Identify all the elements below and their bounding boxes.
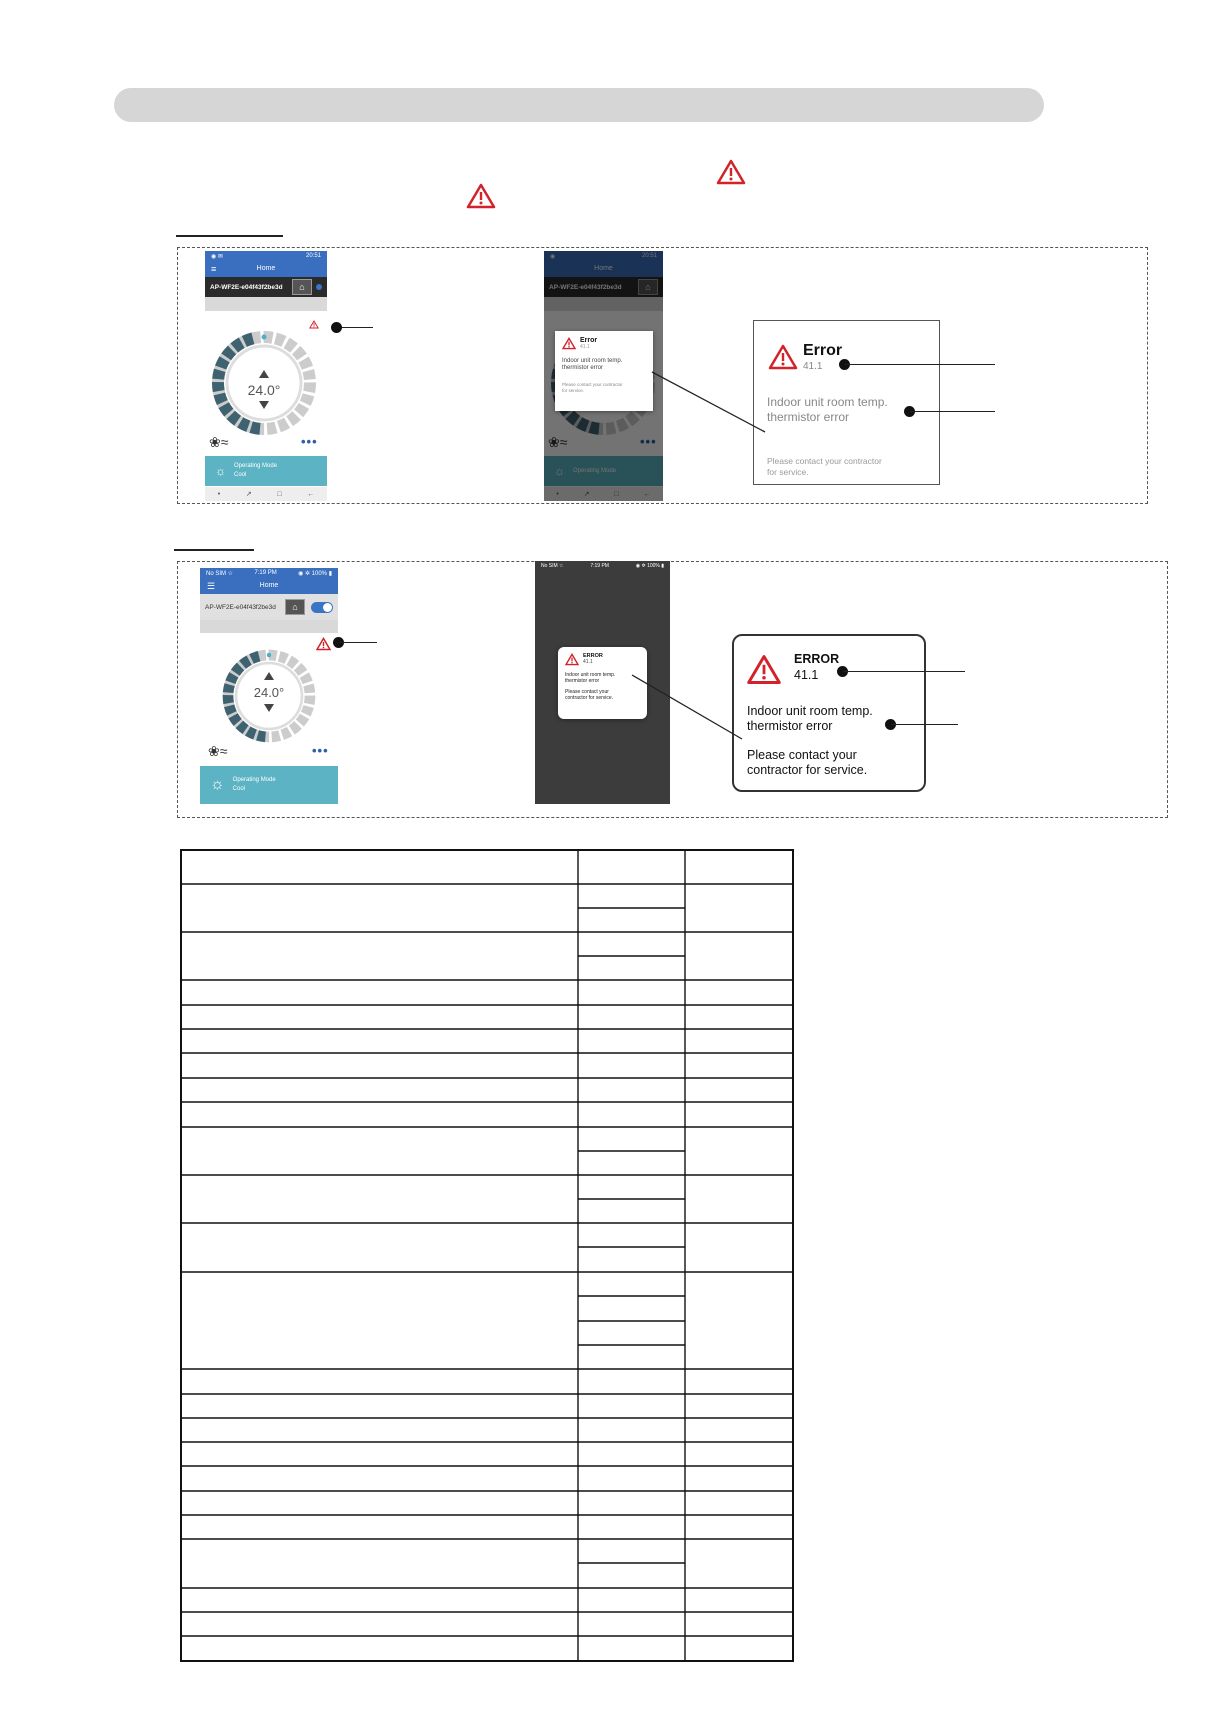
callout-line xyxy=(843,671,965,672)
page-title: Home xyxy=(256,265,276,272)
temperature-value: 24.0° xyxy=(247,382,281,398)
sun-icon: ☼ xyxy=(210,776,225,793)
connector-line xyxy=(650,370,770,435)
more-icon[interactable]: ••• xyxy=(312,743,329,758)
power-toggle[interactable] xyxy=(316,284,322,290)
device-bar xyxy=(205,277,327,297)
battery: ◉ ✲ 100% ▮ xyxy=(635,563,664,569)
page-title: Home xyxy=(259,582,279,589)
android-nav-bar xyxy=(205,487,327,501)
status-bar xyxy=(205,251,327,261)
status-time: 20:51 xyxy=(305,253,321,259)
popup-contact: Please contact your contractor for service. xyxy=(565,689,614,701)
nav-recent-icon[interactable]: ↗ xyxy=(245,491,252,498)
operating-mode-bar[interactable] xyxy=(205,456,327,486)
device-name: AP-WF2E-e04f43f2be3d xyxy=(210,283,283,291)
more-icon[interactable]: ••• xyxy=(301,434,318,449)
popup-code: 41.1 xyxy=(583,659,593,665)
callout-line xyxy=(845,364,995,365)
zoom-message-1: Indoor unit room temp. xyxy=(767,395,888,409)
carrier: No SIM ☆ xyxy=(206,570,234,577)
temp-up-icon[interactable] xyxy=(259,370,269,378)
callout-line xyxy=(339,642,377,643)
fan-icon[interactable]: ❀≈ xyxy=(208,743,228,759)
zoom-contact-2: contractor for service. xyxy=(747,763,868,777)
app-title-bar xyxy=(205,261,327,277)
status-time: 7:19 PM xyxy=(254,570,277,576)
sun-icon: ☼ xyxy=(215,464,226,478)
fan-icon[interactable]: ❀≈ xyxy=(209,434,229,450)
zoom-contact-1: Please contact your contractor xyxy=(767,456,882,466)
popup-title: ERROR xyxy=(583,653,603,659)
menu-icon[interactable]: ≡ xyxy=(211,264,217,274)
popup-title: Error xyxy=(580,337,598,344)
house-icon[interactable]: ⌂ xyxy=(292,279,312,295)
connector-line xyxy=(630,673,750,741)
grey-strip xyxy=(200,620,338,633)
temp-down-icon[interactable] xyxy=(259,401,269,409)
app-title-bar xyxy=(200,578,338,594)
zoom-title: Error xyxy=(803,342,843,359)
nav-dot-icon[interactable]: • xyxy=(217,490,221,498)
mode-label: Operating Mode xyxy=(234,463,278,469)
status-bar xyxy=(200,568,338,578)
carrier: No SIM ☆ xyxy=(541,563,564,569)
popup-contact: Please contact your contractor for service. xyxy=(562,382,623,393)
status-bar xyxy=(535,561,670,571)
zoom-code: 41.1 xyxy=(803,361,823,372)
status-time: 7:19 PM xyxy=(590,563,609,569)
android-phone-error xyxy=(544,251,663,501)
android-error-zoom xyxy=(753,320,940,485)
android-phone-home xyxy=(205,251,327,501)
temperature-value: 24.0° xyxy=(253,685,285,700)
grey-strip xyxy=(205,297,327,311)
temp-up-icon[interactable] xyxy=(264,672,274,680)
zoom-contact-1: Please contact your xyxy=(747,748,857,762)
mode-label: Operating Mode xyxy=(232,777,276,783)
warning-icon xyxy=(746,653,782,686)
zoom-contact-2: for service. xyxy=(767,467,809,477)
warning-icon xyxy=(565,653,579,666)
callout-dot xyxy=(331,322,342,333)
device-bar xyxy=(200,594,338,620)
section-header-bar xyxy=(114,88,1044,122)
warning-icon xyxy=(562,337,576,350)
warning-icon xyxy=(466,182,496,210)
callout-line xyxy=(340,327,373,328)
zoom-title: ERROR xyxy=(794,652,840,666)
temp-down-icon[interactable] xyxy=(264,704,274,712)
battery: ◉ ✲ 100% ▮ xyxy=(298,570,332,577)
ios-error-zoom xyxy=(732,634,926,792)
zoom-code: 41.1 xyxy=(794,668,819,682)
popup-message: Indoor unit room temp. thermistor error xyxy=(565,672,616,684)
warning-icon xyxy=(768,343,798,371)
mode-value: Cool xyxy=(234,472,247,478)
operating-mode-bar[interactable] xyxy=(200,766,338,804)
nav-back-icon[interactable]: ← xyxy=(307,490,315,498)
warning-icon[interactable] xyxy=(316,637,331,651)
ios-phone-home xyxy=(200,568,338,813)
mode-value: Cool xyxy=(232,786,246,792)
error-popup[interactable] xyxy=(555,331,653,411)
error-code-table xyxy=(180,849,795,1664)
zoom-message-2: thermistor error xyxy=(767,410,850,424)
house-icon[interactable]: ⌂ xyxy=(285,599,305,615)
nav-home-icon[interactable]: □ xyxy=(277,490,282,498)
section-underline-android xyxy=(176,235,283,237)
zoom-message-1: Indoor unit room temp. xyxy=(747,704,873,718)
menu-icon[interactable]: ☰ xyxy=(207,581,216,591)
warning-icon xyxy=(716,158,746,186)
section-underline-ios xyxy=(174,549,254,551)
callout-line xyxy=(910,411,995,412)
popup-message: Indoor unit room temp. thermistor error xyxy=(562,358,623,371)
status-icons: ◉ ✉ xyxy=(211,253,223,260)
zoom-message-2: thermistor error xyxy=(747,719,833,733)
popup-code: 41.1 xyxy=(580,344,590,350)
power-toggle[interactable] xyxy=(311,602,333,613)
callout-line xyxy=(891,724,958,725)
device-name: AP-WF2E-e04f43f2be3d xyxy=(205,603,276,611)
